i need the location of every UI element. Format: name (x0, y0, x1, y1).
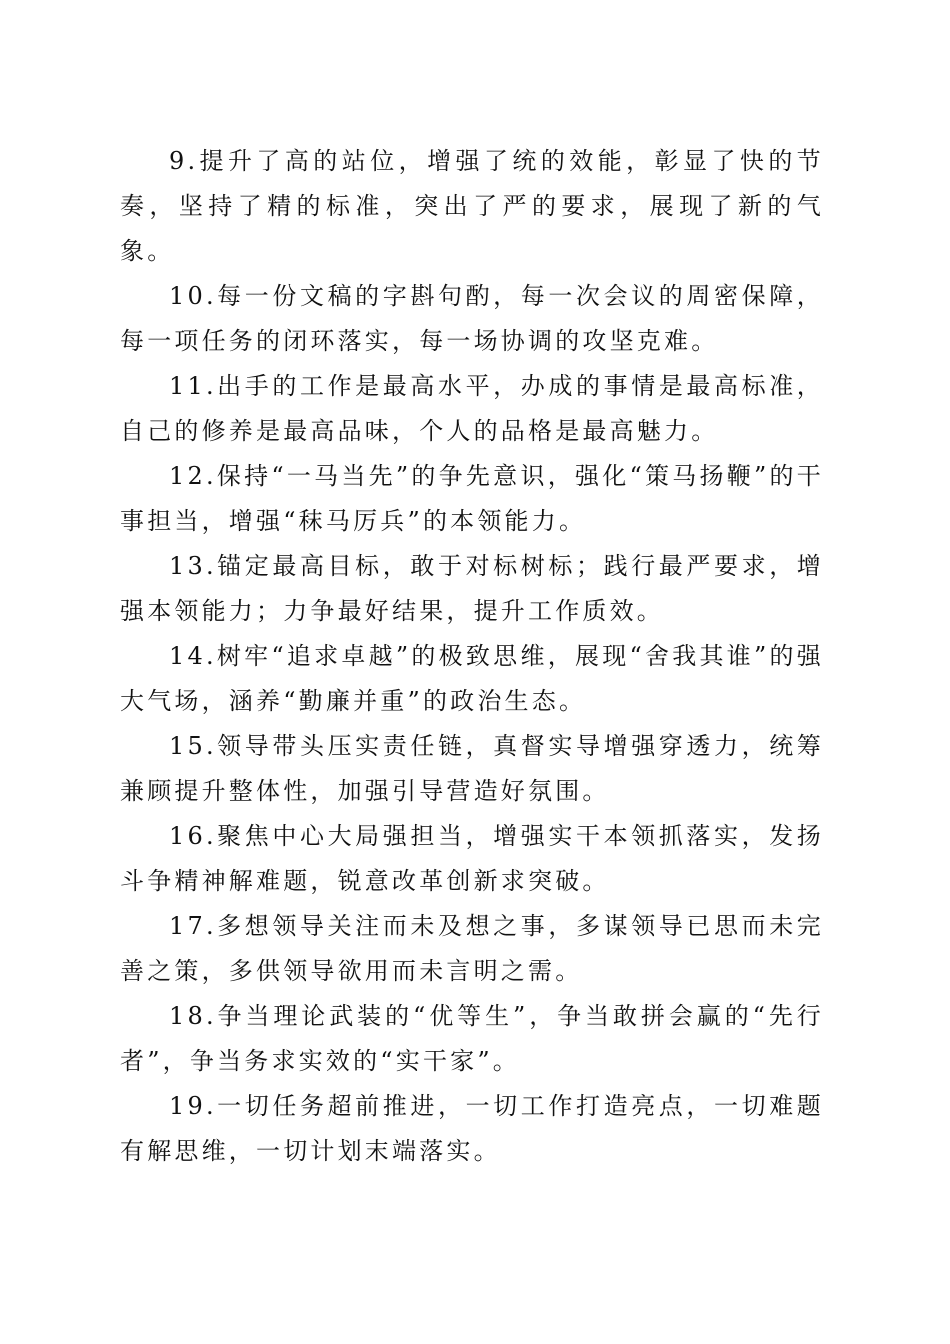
item-text: 树牢“追求卓越”的极致思维，展现“舍我其谁”的强大气场，涵养“勤廉并重”的政治生态。 (120, 642, 824, 715)
item-number: 15. (169, 732, 217, 760)
list-item (120, 814, 824, 904)
list-item (120, 544, 824, 634)
list-item (120, 274, 824, 364)
item-text: 领导带头压实责任链，真督实导增强穿透力，统筹兼顾提升整体性，加强引导营造好氛围。 (120, 732, 824, 805)
item-text: 锚定最高目标，敢于对标树标；践行最严要求，增强本领能力；力争最好结果，提升工作质效。 (120, 552, 824, 625)
item-number: 13. (169, 552, 217, 580)
item-number: 10. (169, 282, 217, 310)
item-number: 12. (169, 462, 217, 490)
item-number: 9. (169, 147, 199, 175)
item-number: 11. (169, 372, 217, 400)
item-number: 17. (169, 912, 217, 940)
item-number: 14. (169, 642, 217, 670)
item-text: 提升了高的站位，增强了统的效能，彰显了快的节奏，坚持了精的标准，突出了严的要求，展现了新的气象。 (120, 147, 824, 265)
list-item (120, 454, 824, 544)
item-text: 聚焦中心大局强担当，增强实干本领抓落实，发扬斗争精神解难题，锐意改革创新求突破。 (120, 822, 824, 895)
list-item (120, 1084, 824, 1174)
list-item (120, 139, 824, 274)
item-number: 18. (169, 1002, 217, 1030)
item-number: 19. (169, 1092, 217, 1120)
document-page (120, 139, 824, 1174)
item-text: 每一份文稿的字斟句酌，每一次会议的周密保障，每一项任务的闭环落实，每一场协调的攻坚克难。 (120, 282, 824, 355)
list-item (120, 994, 824, 1084)
item-number: 16. (169, 822, 217, 850)
item-text: 出手的工作是最高水平，办成的事情是最高标准，自己的修养是最高品味，个人的品格是最高魅力。 (120, 372, 824, 445)
list-item (120, 634, 824, 724)
list-item (120, 904, 824, 994)
item-text: 多想领导关注而未及想之事，多谋领导已思而未完善之策，多供领导欲用而未言明之需。 (120, 912, 824, 985)
list-item (120, 724, 824, 814)
item-text: 一切任务超前推进，一切工作打造亮点，一切难题有解思维，一切计划末端落实。 (120, 1092, 824, 1165)
item-text: 保持“一马当先”的争先意识，强化“策马扬鞭”的干事担当，增强“秣马厉兵”的本领能力。 (120, 462, 824, 535)
item-text: 争当理论武装的“优等生”，争当敢拼会赢的“先行者”，争当务求实效的“实干家”。 (120, 1002, 824, 1075)
list-item (120, 364, 824, 454)
